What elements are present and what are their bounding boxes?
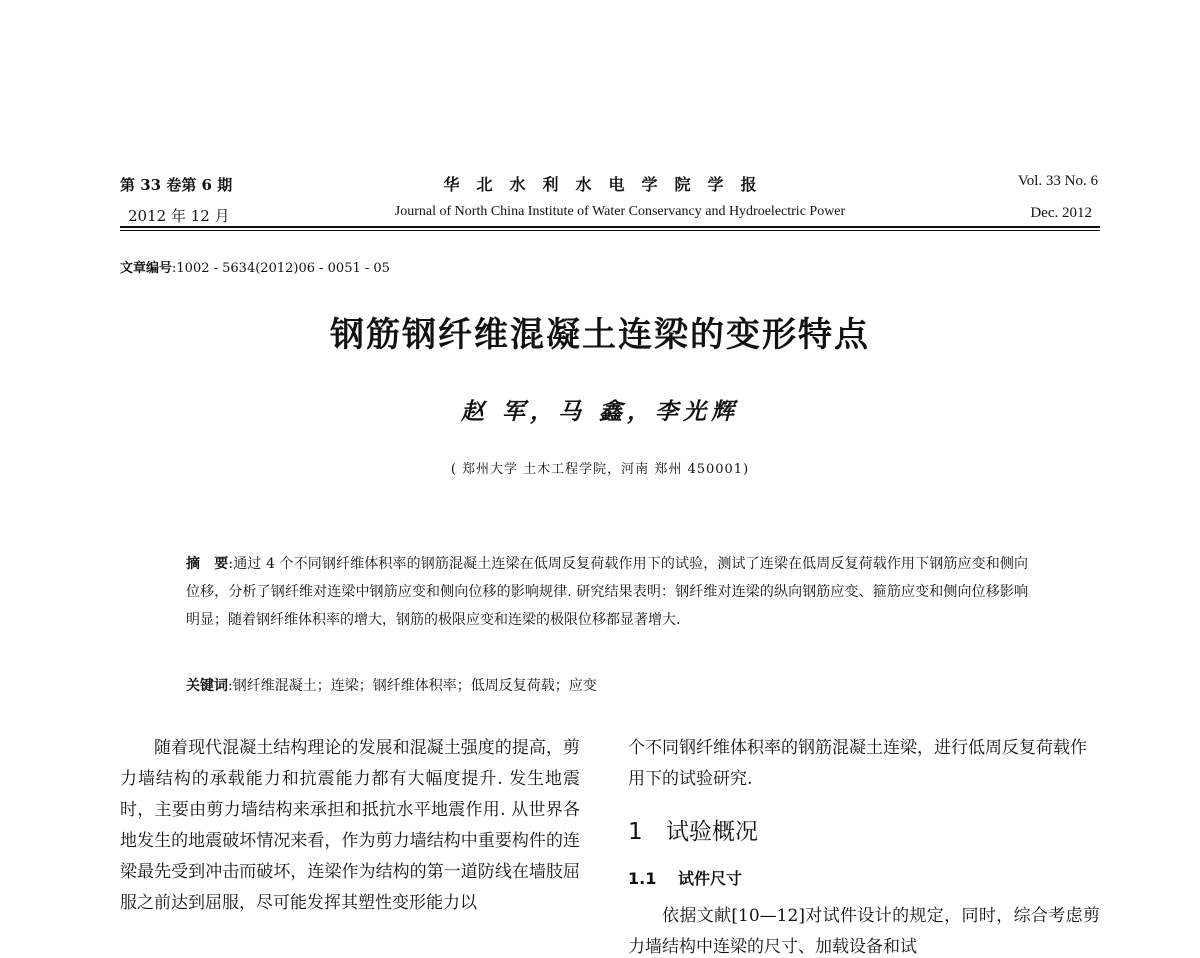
- section-1-number: 1: [628, 819, 643, 845]
- header-rule-thin: [120, 230, 1100, 231]
- journal-name-en: Journal of North China Institute of Water Conservancy and Hydroelectric Power: [394, 204, 846, 219]
- body-right-continuation: 个不同钢纤维体积率的钢筋混凝土连梁，进行低周反复荷载作用下的试验研究.: [628, 738, 1087, 789]
- author-affiliation: ( 郑州大学 土木工程学院，河南 郑州 450001): [450, 462, 750, 477]
- date-en: Dec. 2012: [1030, 205, 1092, 221]
- abstract-text: :通过 4 个不同钢纤维体积率的钢筋混凝土连梁在低周反复荷载作用下的试验，测试了连梁在低周反复荷载作用下钢筋应变和侧向位移，分析了钢纤维对连梁中钢筋应变和侧向位移的影响规律. 研究结果表明：钢纤维对连梁的纵向钢筋应变、箍筋应变和侧向位移影响明显；随着钢纤维体积率的增大，钢筋的极限应变和连梁的极限位移都显著增大.: [186, 556, 1028, 628]
- body-left-paragraph: 随着现代混凝土结构理论的发展和混凝土强度的提高，剪力墙结构的承载能力和抗震能力都有大幅度提升. 发生地震时，主要由剪力墙结构来承担和抵抗水平地震作用. 从世界各地发生的地震破坏情况来看，作为剪力墙结构中重要构件的连梁最先受到冲击而破坏，连梁作为结构的第一道防线在墙肢屈服之前达到屈服，尽可能发挥其塑性变形能力以: [120, 738, 580, 913]
- abstract: [186, 550, 1028, 634]
- section-1-title: 试验概况: [666, 819, 758, 845]
- header-rule-thick: [120, 226, 1100, 228]
- date-cn: 2012 年 12 月: [128, 207, 230, 225]
- section-1-1-heading: [628, 866, 742, 889]
- article-number-label: 文章编号: [120, 261, 173, 276]
- paper-title: 钢筋钢纤维混凝土连梁的变形特点: [330, 315, 870, 355]
- article-number-value: :1002 - 5634(2012)06 - 0051 - 05: [172, 261, 390, 276]
- journal-name-cn: 华北水利水电学院学报: [443, 175, 774, 194]
- keywords-label: 关键词: [186, 678, 228, 694]
- keywords-text: :钢纤维混凝土；连梁；钢纤维体积率；低周反复荷载；应变: [228, 678, 597, 694]
- body-right-paragraph: 依据文献[10—12]对试件设计的规定，同时，综合考虑剪力墙结构中连梁的尺寸、加载设备和试: [628, 906, 1100, 957]
- section-1-heading: [628, 813, 758, 846]
- volume-issue-en: Vol. 33 No. 6: [1017, 173, 1098, 189]
- section-1-1-title: 试件尺寸: [678, 869, 743, 888]
- article-number: [120, 257, 390, 276]
- paper-authors: 赵 军，马 鑫，李光辉: [460, 398, 739, 425]
- volume-issue-cn: 第 33 卷第 6 期: [120, 176, 233, 194]
- keywords: [186, 675, 597, 695]
- section-1-1-number: 1.1: [628, 869, 657, 888]
- abstract-label: 摘 要: [186, 556, 229, 572]
